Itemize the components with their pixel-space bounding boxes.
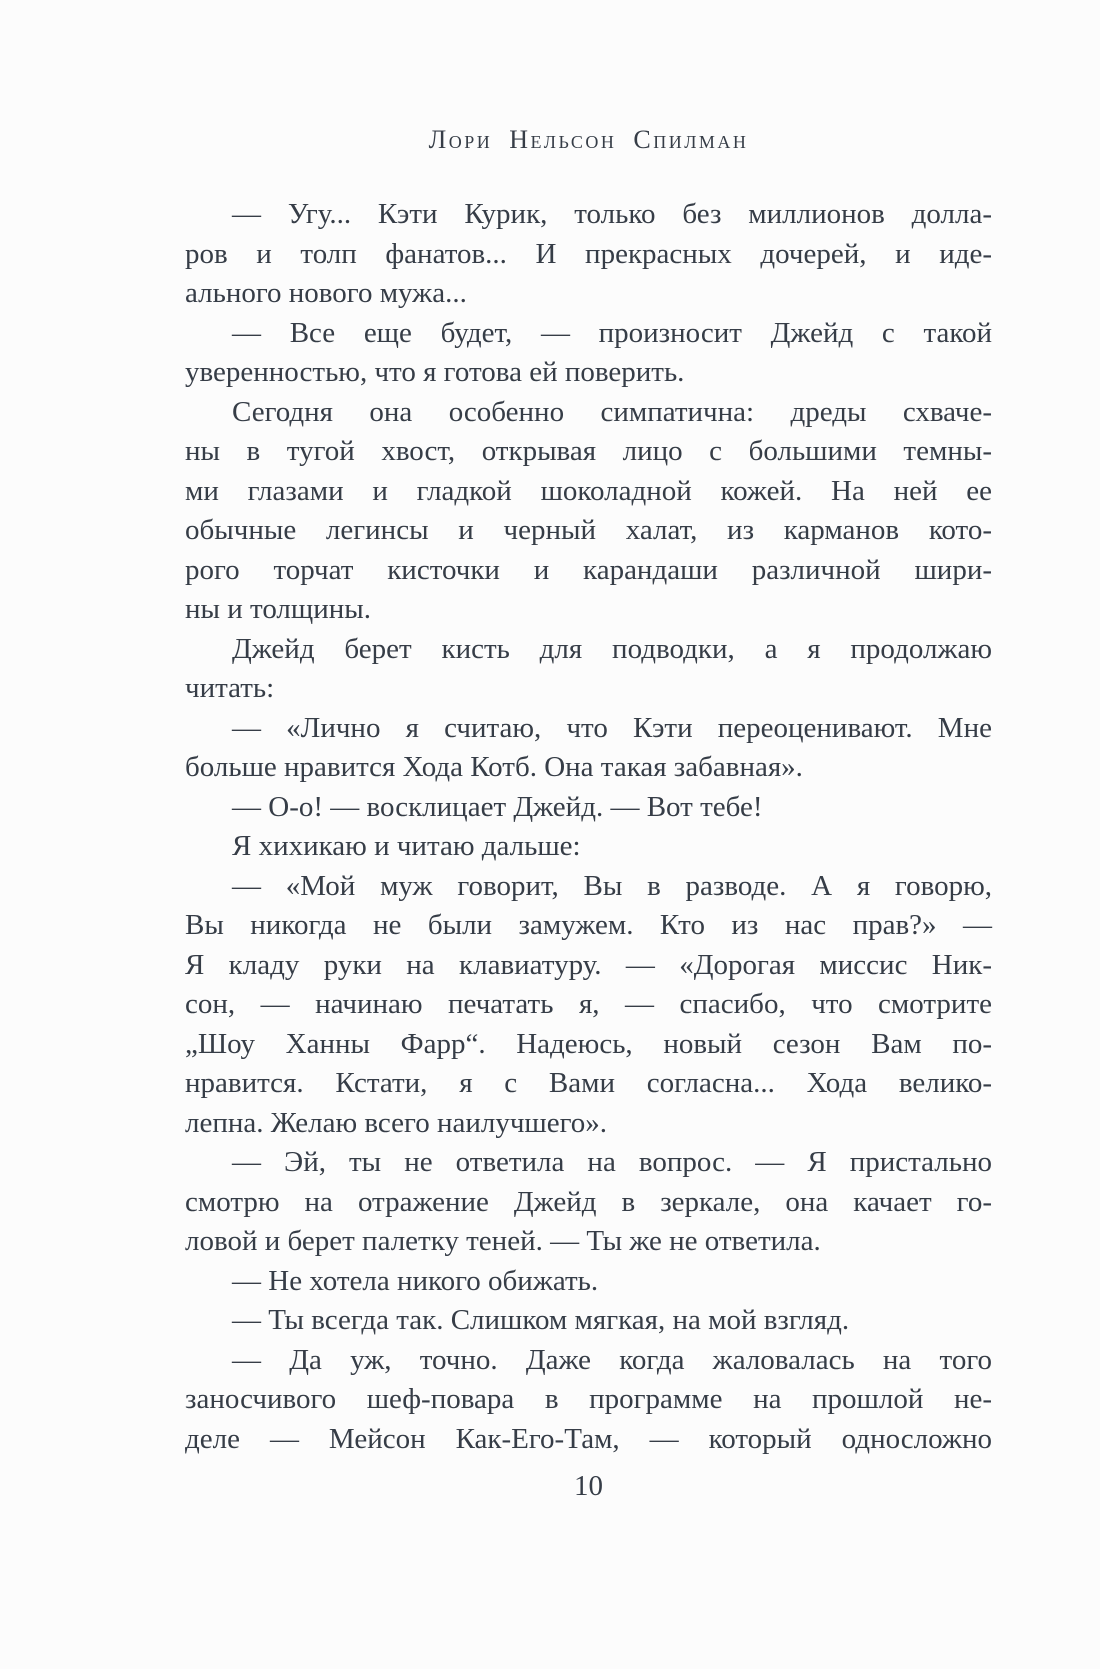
text-line: — «Мой муж говорит, Вы в разводе. А я говорю,	[232, 869, 992, 902]
text-line: — Все еще будет, — произносит Джейд с такой	[232, 316, 992, 349]
page-number: 10	[574, 1470, 603, 1502]
text-line: ны и толщины.	[185, 593, 372, 625]
text-line: — Эй, ты не ответила на вопрос. — Я пристально	[232, 1146, 992, 1178]
text-line: деле — Мейсон Как-Его-Там, — который односложно	[185, 1422, 992, 1455]
text-line: обычные легинсы и черный халат, из карманов кото-	[185, 514, 992, 546]
text-line: ального нового мужа...	[185, 277, 467, 309]
text-line: рого торчат кисточки и карандаши различной шири-	[185, 553, 992, 586]
text-line: лепна. Желаю всего наилучшего».	[185, 1106, 608, 1139]
text-line: смотрю на отражение Джейд в зеркале, она качает го-	[185, 1185, 992, 1218]
body-text	[185, 195, 992, 1459]
text-line: — Да уж, точно. Даже когда жаловалась на того	[232, 1343, 992, 1376]
text-line: нравится. Кстати, я с Вами согласна... Хода велико-	[185, 1067, 992, 1099]
text-line: ми глазами и гладкой шоколадной кожей. На ней ее	[185, 474, 992, 507]
text-line: больше нравится Хода Котб. Она такая забавная».	[185, 751, 803, 783]
text-line: ров и толп фанатов... И прекрасных дочерей, и иде-	[185, 237, 992, 270]
text-line: — Ты всегда так. Слишком мягкая, на мой взгляд.	[232, 1304, 850, 1336]
text-line: Я кладу руки на клавиатуру. — «Дорогая миссис Ник-	[185, 948, 992, 981]
text-line: ловой и берет палетку теней. — Ты же не ответила.	[185, 1225, 821, 1257]
text-line: — О-о! — восклицает Джейд. — Вот тебе!	[232, 790, 763, 823]
running-head-author: Лори Нельсон Спилман	[428, 125, 749, 154]
text-line: читать:	[185, 672, 275, 704]
text-line: Я хихикаю и читаю дальше:	[232, 830, 581, 862]
text-line: заносчивого шеф-повара в программе на прошлой не-	[185, 1383, 992, 1415]
text-line: — Угу... Кэти Курик, только без миллионов долла-	[232, 198, 992, 230]
text-line: сон, — начинаю печатать я, — спасибо, что смотрите	[185, 988, 992, 1020]
text-line: Сегодня она особенно симпатична: дреды схваче-	[232, 395, 992, 428]
text-line: „Шоу Ханны Фарр“. Надеюсь, новый сезон Вам по-	[185, 1027, 992, 1060]
text-line: — Не хотела никого обижать.	[232, 1264, 599, 1297]
text-line: — «Лично я считаю, что Кэти переоценивают. Мне	[232, 711, 992, 744]
text-line: ны в тугой хвост, открывая лицо с большими темны-	[185, 435, 992, 467]
text-line: Джейд берет кисть для подводки, а я продолжаю	[232, 632, 992, 665]
text-line: Вы никогда не были замужем. Кто из нас прав?» —	[185, 909, 992, 941]
text-line: уверенностью, что я готова ей поверить.	[185, 356, 685, 388]
